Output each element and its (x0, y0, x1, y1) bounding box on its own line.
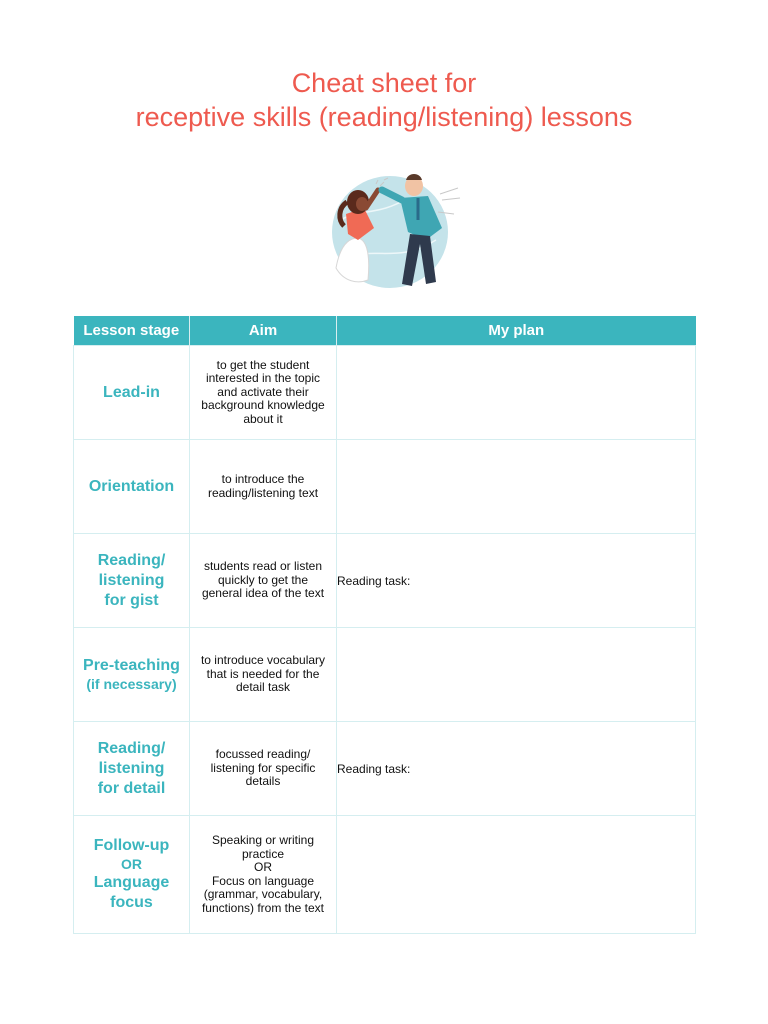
stage-cell (74, 440, 190, 534)
aim-line: to get the student (216, 357, 310, 372)
page-title (0, 66, 768, 134)
stage-cell (74, 722, 190, 816)
aim-line: Focus on language (211, 873, 315, 888)
table-row (74, 534, 696, 628)
table-row (74, 440, 696, 534)
aim-line: Speaking or writing (211, 833, 315, 847)
title-line-1: Cheat sheet for (291, 68, 477, 98)
stage-label: Orientation (88, 477, 175, 495)
plan-reading-task-label: Reading task: (337, 761, 411, 776)
stage-label: focus (110, 894, 153, 911)
aim-line: reading/listening text (207, 485, 319, 500)
table-header-row (74, 316, 696, 346)
aim-cell (190, 346, 337, 440)
aim-line: quickly to get the (217, 572, 309, 587)
aim-cell (190, 816, 337, 934)
stage-cell (74, 346, 190, 440)
aim-line: background knowledge (201, 398, 325, 413)
aim-line: listening for specific (210, 760, 316, 775)
high-five-illustration (318, 168, 478, 296)
aim-line: interested in the topic (205, 371, 321, 386)
aim-line: focussed reading/ (215, 747, 311, 762)
header-lesson-stage: Lesson stage (74, 316, 190, 346)
aim-line: that is needed for the (206, 666, 320, 681)
plan-cell[interactable] (337, 346, 696, 440)
stage-cell (74, 534, 190, 628)
title-line-2: receptive skills (reading/listening) lessons (135, 102, 633, 132)
stage-label: listening (98, 571, 165, 589)
plan-cell[interactable] (337, 628, 696, 722)
plan-cell[interactable] (337, 534, 696, 628)
aim-cell (190, 534, 337, 628)
stage-label: Language (93, 874, 170, 891)
stage-cell (74, 816, 190, 934)
plan-cell[interactable] (337, 816, 696, 934)
stage-label: Lead-in (103, 383, 160, 401)
aim-line: and activate their (217, 384, 309, 399)
stage-label: listening (98, 759, 165, 777)
aim-line: to introduce vocabulary (200, 653, 326, 668)
table-row (74, 628, 696, 722)
header-my-plan: My plan (337, 316, 696, 346)
table-row (74, 722, 696, 816)
aim-line: to introduce the (221, 472, 305, 486)
table-row (74, 346, 696, 440)
stage-label: for detail (97, 779, 166, 797)
table-row (74, 816, 696, 934)
cheat-sheet-table (73, 316, 696, 934)
stage-cell (74, 628, 190, 722)
aim-line: practice (241, 846, 285, 861)
aim-line: (grammar, vocabulary, (203, 887, 323, 901)
header-aim: Aim (190, 316, 337, 346)
aim-cell (190, 628, 337, 722)
plan-cell[interactable] (337, 722, 696, 816)
plan-cell[interactable] (337, 440, 696, 534)
stage-or-label: OR (121, 856, 142, 872)
aim-line: OR (254, 860, 272, 874)
aim-cell (190, 440, 337, 534)
stage-sublabel: (if necessary) (86, 676, 177, 692)
aim-line: details (245, 774, 281, 789)
stage-label: Pre-teaching (83, 657, 180, 674)
aim-line: detail task (235, 680, 291, 695)
aim-line: about it (243, 411, 283, 426)
aim-line: general idea of the text (201, 586, 325, 601)
aim-cell (190, 722, 337, 816)
stage-label: for gist (104, 591, 159, 609)
plan-reading-task-label: Reading task: (337, 573, 411, 588)
aim-line: functions) from the text (201, 900, 325, 915)
stage-label: Reading/ (97, 551, 166, 569)
stage-label: Follow-up (93, 837, 170, 854)
aim-line: students read or listen (203, 559, 323, 574)
stage-label: Reading/ (97, 739, 166, 757)
